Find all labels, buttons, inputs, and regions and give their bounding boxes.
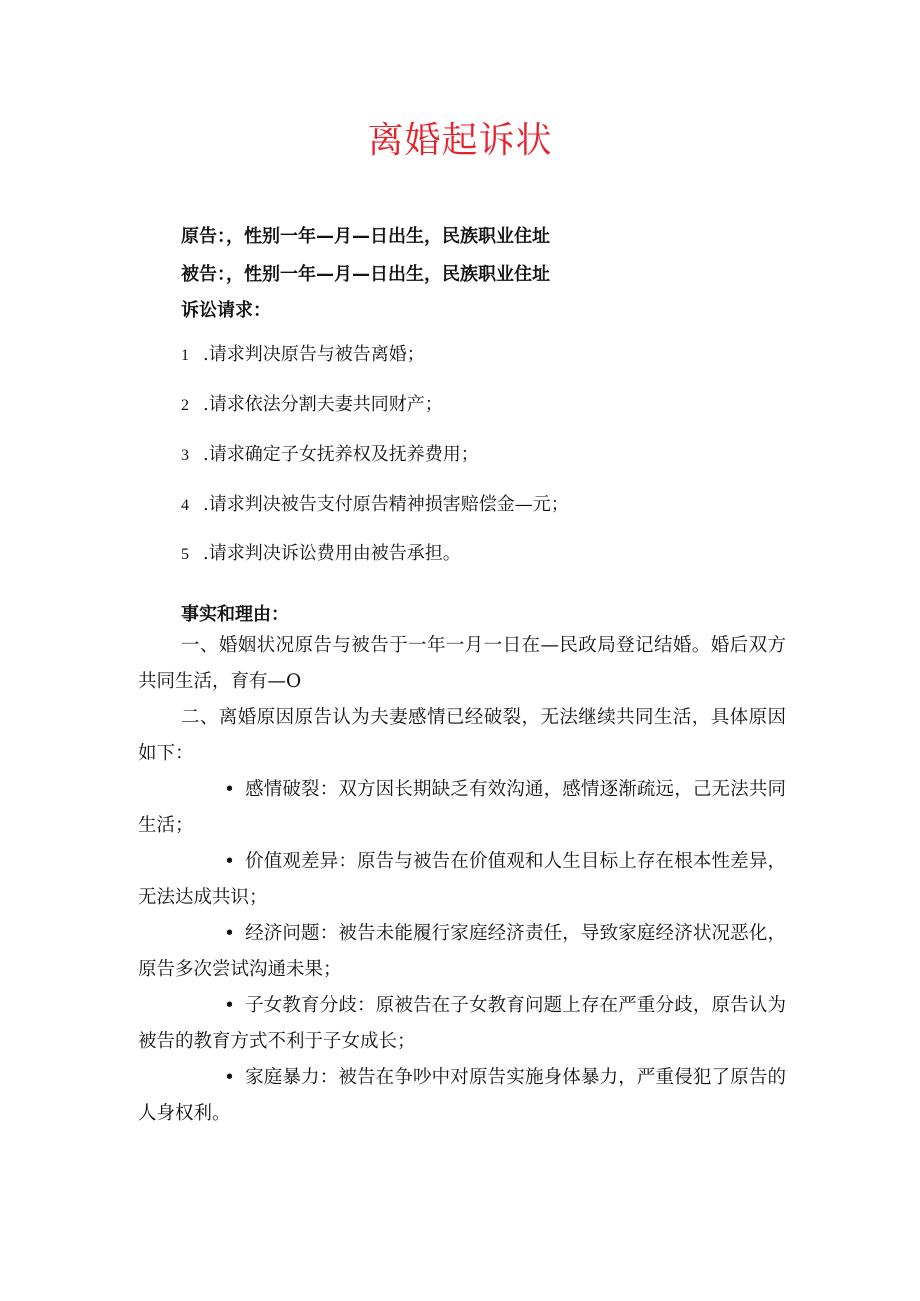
claim-number: 1: [181, 347, 189, 364]
claim-number: 4: [181, 497, 189, 514]
bullet-item: [138, 772, 786, 844]
claim-text: .请求判决原告与被告离婚；: [203, 344, 425, 365]
facts-body: [138, 628, 786, 1132]
claim-item-1: [181, 340, 425, 366]
claim-item-3: [181, 440, 479, 466]
bullet-icon: •: [224, 995, 235, 1016]
bullet-icon: •: [224, 1067, 235, 1088]
plaintiff-line: 原告：，性别一年—月—日出生，民族职业住址: [181, 226, 550, 247]
claim-item-5: [181, 539, 461, 565]
bullet-item: [138, 916, 786, 988]
paragraph-marriage-status: 一、婚姻状况原告与被告于一年一月一日在—民政局登记结婚。婚后双方共同生活，育有—O: [138, 635, 786, 692]
defendant-line: 被告：，性别一年—月—日出生，民族职业住址: [181, 264, 550, 285]
bullet-text: 感情破裂：双方因长期缺乏有效沟通，感情逐渐疏远，己无法共同生活；: [138, 779, 786, 836]
claim-item-2: [181, 390, 443, 416]
claim-text: .请求判决被告支付原告精神损害赔偿金—元；: [203, 494, 569, 515]
document-title: 离婚起诉状: [367, 120, 553, 161]
bullet-text: 子女教育分歧：原被告在子女教育问题上存在严重分歧，原告认为被告的教育方式不利于子女成长；: [138, 995, 786, 1052]
claim-text: .请求确定子女抚养权及抚养费用；: [203, 444, 479, 465]
claim-number: 5: [181, 546, 189, 563]
bullet-text: 经济问题：被告未能履行家庭经济责任，导致家庭经济状况恶化，原告多次尝试沟通未果；: [138, 923, 786, 980]
claims-heading: 诉讼请求：: [181, 300, 271, 321]
claim-text: .请求判决诉讼费用由被告承担。: [203, 543, 461, 564]
paragraph-divorce-reasons: 二、离婚原因原告认为夫妻感情已经破裂，无法继续共同生活，具体原因如下：: [138, 707, 786, 764]
bullet-text: 价值观差异：原告与被告在价值观和人生目标上存在根本性差异，无法达成共识；: [138, 851, 786, 908]
bullet-icon: •: [224, 779, 235, 800]
claim-text: .请求依法分割夫妻共同财产；: [203, 394, 443, 415]
bullet-item: [138, 1060, 786, 1132]
bullet-item: [138, 988, 786, 1060]
claim-item-4: [181, 490, 569, 516]
bullet-text: 家庭暴力：被告在争吵中对原告实施身体暴力，严重侵犯了原告的人身权利。: [138, 1067, 786, 1124]
bullet-item: [138, 844, 786, 916]
claim-number: 2: [181, 397, 189, 414]
claim-number: 3: [181, 447, 189, 464]
bullet-icon: •: [224, 923, 235, 944]
facts-heading: 事实和理由：: [181, 604, 289, 625]
bullet-icon: •: [224, 851, 235, 872]
